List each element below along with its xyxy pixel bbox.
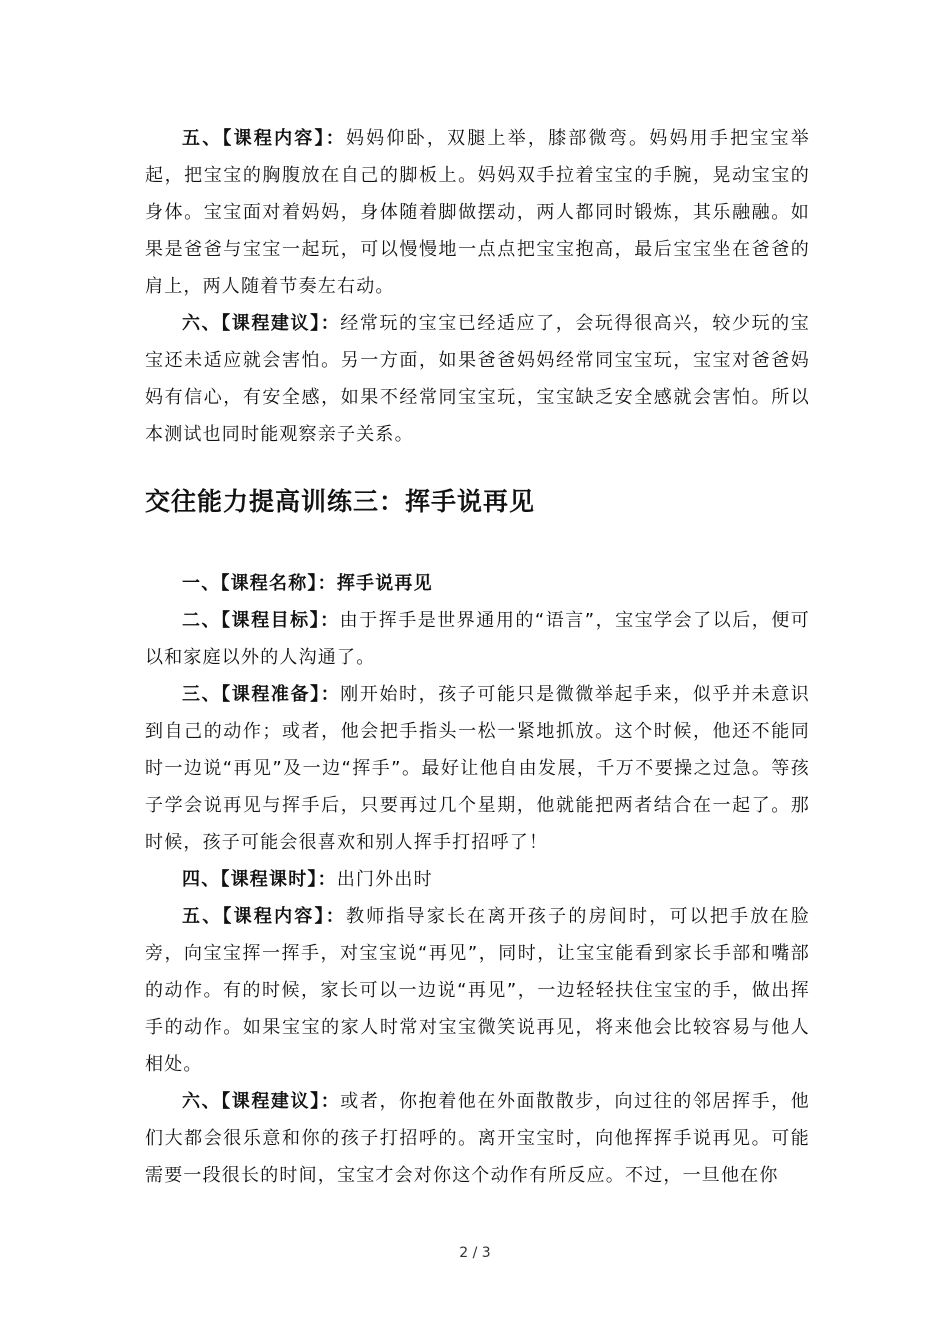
paragraph-course-name xyxy=(145,565,810,602)
paragraph-text: 教师指导家长在离开孩子的房间时，可以把手放在脸旁，向宝宝挥一挥手，对宝宝说“再见”，同时，让宝宝能看到家长手部和嘴部的动作。有的时候，家长可以一边说“再见”，一边轻轻扶住宝宝的手，做出挥手的动作。如果宝宝的家人时常对宝宝微笑说再见，将来他会比较容易与他人相处。 xyxy=(145,906,810,1075)
paragraph-label: 二、【课程目标】： xyxy=(182,610,340,631)
paragraph-course-preparation xyxy=(145,676,810,861)
paragraph-label: 五、【课程内容】： xyxy=(182,906,346,927)
paragraph-label: 五、【课程内容】： xyxy=(182,128,346,149)
paragraph-course-goal xyxy=(145,602,810,676)
paragraph-text: 由于挥手是世界通用的“语言”，宝宝学会了以后，便可以和家庭以外的人沟通了。 xyxy=(145,610,810,668)
paragraph-text: 妈妈仰卧，双腿上举，膝部微弯。妈妈用手把宝宝举起，把宝宝的胸腹放在自己的脚板上。妈妈双手拉着宝宝的手腕，晃动宝宝的身体。宝宝面对着妈妈，身体随着脚做摆动，两人都同时锻炼，其乐融融。如果是爸爸与宝宝一起玩，可以慢慢地一点点把宝宝抱高，最后宝宝坐在爸爸的肩上，两人随着节奏左右动。 xyxy=(145,128,810,297)
section-heading: 交往能力提高训练三：挥手说再见 xyxy=(145,487,536,516)
paragraph-course-content-1 xyxy=(145,120,810,305)
paragraph-course-advice-2 xyxy=(145,1083,810,1194)
paragraph-text: 出门外出时 xyxy=(336,869,433,890)
page-number: 2 / 3 xyxy=(459,1245,491,1261)
paragraph-course-content-2 xyxy=(145,898,810,1083)
paragraph-label: 六、【课程建议】： xyxy=(182,1091,341,1112)
paragraph-label: 六、【课程建议】： xyxy=(182,313,341,334)
paragraph-text: 经常玩的宝宝已经适应了，会玩得很高兴，较少玩的宝宝还未适应就会害怕。另一方面，如果爸爸妈妈经常同宝宝玩，宝宝对爸爸妈妈有信心，有安全感，如果不经常同宝宝玩，宝宝缺乏安全感就会害怕。所以本测试也同时能观察亲子关系。 xyxy=(145,313,810,445)
paragraph-label: 三、【课程准备】： xyxy=(182,684,341,705)
paragraph-label: 一、【课程名称】： xyxy=(182,573,337,594)
paragraph-label: 四、【课程课时】： xyxy=(182,869,337,890)
paragraph-course-time xyxy=(145,861,810,898)
paragraph-text: 刚开始时，孩子可能只是微微举起手来，似乎并未意识到自己的动作；或者，他会把手指头一松一紧地抓放。这个时候，他还不能同时一边说“再见”及一边“挥手”。最好让他自由发展，千万不要操之过急。等孩子学会说再见与挥手后，只要再过几个星期，他就能把两者结合在一起了。那时候，孩子可能会很喜欢和别人挥手打招呼了！ xyxy=(145,684,810,853)
paragraph-text: 或者，你抱着他在外面散散步，向过往的邻居挥手，他们大都会很乐意和你的孩子打招呼的。离开宝宝时，向他挥挥手说再见。可能需要一段很长的时间，宝宝才会对你这个动作有所反应。不过，一旦他在你 xyxy=(145,1091,810,1186)
paragraph-text: 挥手说再见 xyxy=(336,573,433,594)
paragraph-course-advice-1 xyxy=(145,305,810,453)
